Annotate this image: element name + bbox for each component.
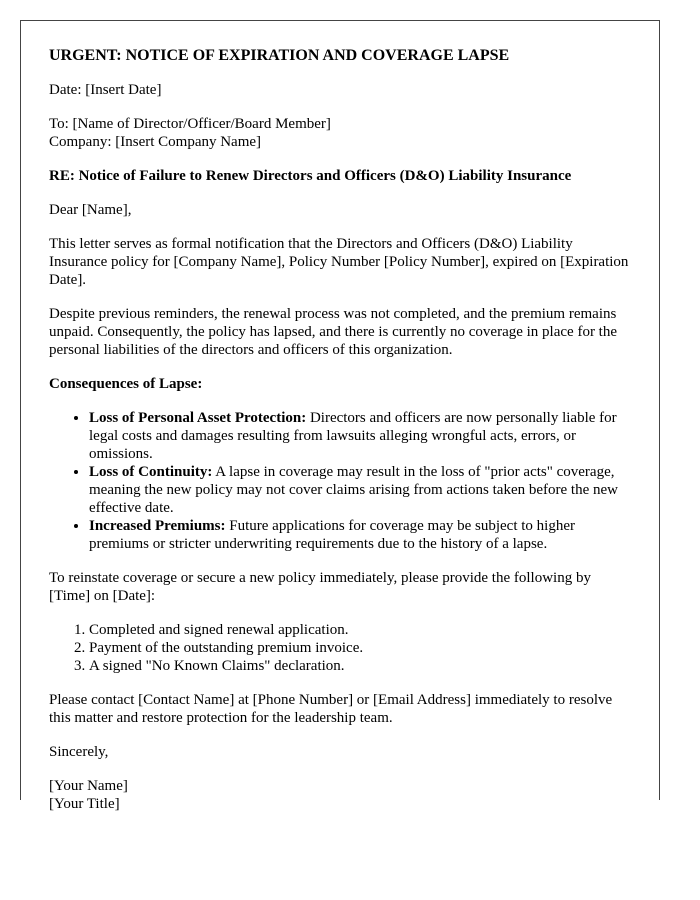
consequence-term: Loss of Personal Asset Protection: xyxy=(89,410,307,426)
closing: Sincerely, xyxy=(49,744,109,760)
to-line: To: [Name of Director/Officer/Board Member] xyxy=(49,116,331,132)
paragraph-lapse: Despite previous reminders, the renewal process was not completed, and the premium remains unpaid. Consequently, the policy has lapsed, and there is currently no coverage in place for the personal liabilities of the directors and officers of this organization. xyxy=(49,306,618,358)
consequence-term: Increased Premiums: xyxy=(89,518,226,534)
salutation: Dear [Name], xyxy=(49,202,132,218)
signature-block xyxy=(49,777,631,813)
date-line: Date: [Insert Date] xyxy=(49,82,162,98)
consequence-text: Future applications for coverage may be subject to higher premiums or stricter underwriting requirements due to the history of a lapse. xyxy=(89,518,575,552)
list-item: 1. Completed and signed renewal application. xyxy=(89,621,631,639)
list-item xyxy=(89,409,631,463)
re-line: RE: Notice of Failure to Renew Directors and Officers (D&O) Liability Insurance xyxy=(49,168,572,184)
signature-title: [Your Title] xyxy=(49,796,120,812)
signature-name: [Your Name] xyxy=(49,778,128,794)
consequence-text: Directors and officers are now personally liable for legal costs and damages resulting from lawsuits alleging wrongful acts, errors, or omissions. xyxy=(89,410,617,462)
paragraph-contact: Please contact [Contact Name] at [Phone Number] or [Email Address] immediately to resolve this matter and restore protection for the leadership team. xyxy=(49,692,613,726)
company-line: Company: [Insert Company Name] xyxy=(49,134,262,150)
list-item xyxy=(89,463,631,517)
list-item: 3. A signed "No Known Claims" declaration. xyxy=(89,657,631,675)
letter-page xyxy=(20,20,660,812)
list-item: 2. Payment of the outstanding premium invoice. xyxy=(89,639,631,657)
consequence-term: Loss of Continuity: xyxy=(89,464,213,480)
list-item xyxy=(89,517,631,553)
requirements-list xyxy=(49,621,631,675)
paragraph-notification: This letter serves as formal notification that the Directors and Officers (D&O) Liability Insurance policy for [Company Name], Policy Number [Policy Number], expired on [Expiration Date]. xyxy=(49,236,629,288)
recipient-block xyxy=(49,115,631,151)
consequences-list xyxy=(49,409,631,553)
consequence-text: A lapse in coverage may result in the loss of "prior acts" coverage, meaning the new policy may not cover claims arising from actions taken before the new effective date. xyxy=(89,464,618,516)
consequences-heading: Consequences of Lapse: xyxy=(49,376,203,392)
letter-body xyxy=(21,21,659,813)
letter-title: URGENT: NOTICE OF EXPIRATION AND COVERAGE LAPSE xyxy=(49,47,510,64)
paragraph-reinstate: To reinstate coverage or secure a new policy immediately, please provide the following by [Time] on [Date]: xyxy=(49,570,591,604)
